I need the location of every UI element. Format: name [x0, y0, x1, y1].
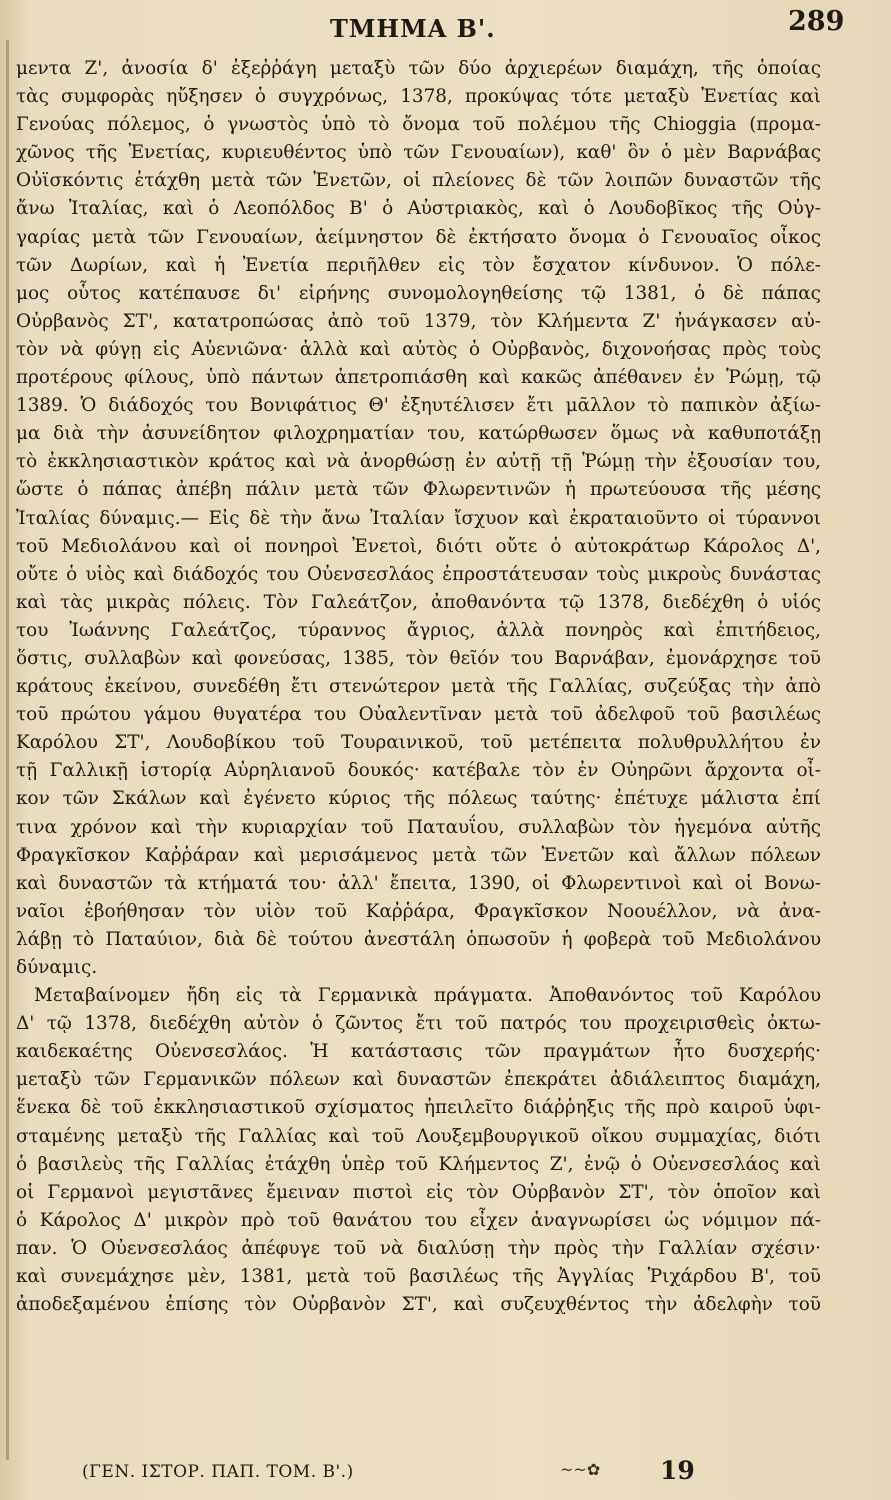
text-line: ἄνω Ἰταλίας, καὶ ὁ Λεοπόλδος Β' ὁ Αὐστριακὸς, καὶ ὁ Λουδοβῖκος τῆς Οὐγ-: [16, 198, 821, 220]
text-line: τὸν νὰ φύγῃ εἰς Αὐενιῶνα· ἀλλὰ καὶ αὐτὸς ὁ Οὐρβανὸς, διχονοήσας πρὸς τοὺς: [16, 338, 821, 360]
text-line-paragraph-start: Μεταβαίνομεν ἤδη εἰς τὰ Γερμανικὰ πράγματα. Ἀποθανόντος τοῦ Καρόλου: [34, 985, 821, 1007]
signature-mark: 19: [660, 1456, 695, 1485]
text-line: παν. Ὁ Οὐενσεσλάος ἀπέφυγε τοῦ νὰ διαλύσῃ τὴν πρὸς τὴν Γαλλίαν σχέσιν·: [16, 1237, 821, 1259]
text-line: καιδεκαέτης Οὐενσεσλάος. Ἡ κατάστασις τῶν πραγμάτων ἦτο δυσχερής·: [16, 1041, 821, 1063]
text-line: 1389. Ὁ διάδοχός του Βονιφάτιος Θ' ἐξηυτέλισεν ἔτι μᾶλλον τὸ παπικὸν ἀξίω-: [16, 395, 821, 417]
text-line: ὥστε ὁ πάπας ἀπέβη πάλιν μετὰ τῶν Φλωρεντινῶν ἡ πρωτεύουσα τῆς μέσης: [16, 479, 821, 501]
text-line: Φραγκῖσκον Καῤῥάραν καὶ μερισάμενος μετὰ τῶν Ἐνετῶν καὶ ἄλλων πόλεων: [16, 844, 821, 866]
page-footer: [0, 1452, 891, 1492]
text-line: τὸ ἐκκλησιαστικὸν κράτος καὶ νὰ ἀνορθώσῃ ἐν αὐτῇ τῇ Ῥώμῃ τὴν ἐξουσίαν του,: [16, 451, 821, 473]
page-number: 289: [788, 6, 845, 37]
text-line: καὶ δυναστῶν τὰ κτήματά του· ἀλλ' ἔπειτα, 1390, οἱ Φλωρεντινοὶ καὶ οἱ Βονω-: [16, 872, 821, 894]
running-header: [0, 0, 891, 50]
text-line: κον τῶν Σκάλων καὶ ἐγένετο κύριος τῆς πόλεως ταύτης· ἐπέτυχε μάλιστα ἐπί: [16, 788, 821, 810]
text-line: του Ἰωάννης Γαλεάτζος, τύραννος ἄγριος, ἀλλὰ πονηρὸς καὶ ἐπιτήδειος,: [16, 619, 821, 641]
footer-citation: (ΓΕΝ. ΙΣΤΟΡ. ΠΑΠ. ΤΟΜ. Β'.): [82, 1462, 354, 1482]
text-line: σταμένης μεταξὺ τῆς Γαλλίας καὶ τοῦ Λουξεμβουργικοῦ οἴκου συμμαχίας, διότι: [16, 1125, 821, 1147]
text-line: ὅστις, συλλαβὼν καὶ φονεύσας, 1385, τὸν θεῖόν του Βαρνάβαν, ἐμονάρχησε τοῦ: [16, 647, 821, 669]
text-line: ἕνεκα δὲ τοῦ ἐκκλησιαστικοῦ σχίσματος ἠπειλεῖτο διάῤῥηξις τῆς πρὸ καιροῦ ὑφι-: [16, 1097, 821, 1119]
text-line: οὔτε ὁ υἱὸς καὶ διάδοχός του Οὐενσεσλάος ἐπροστάτευσαν τοὺς μικροὺς δυνάστας: [16, 563, 821, 585]
text-line: λάβῃ τὸ Παταύιον, διὰ δὲ τούτου ἀνεστάλη ὁπωσοῦν ἡ φοβερὰ τοῦ Μεδιολάνου: [16, 928, 821, 950]
text-line: μος οὗτος κατέπαυσε δι' εἰρήνης συνομολογηθείσης τῷ 1381, ὁ δὲ πάπας: [16, 282, 821, 304]
text-line-paragraph-end: δύναμις.: [16, 957, 98, 978]
text-line: ἀποδεξαμένου ἐπίσης τὸν Οὐρβανὸν ΣΤ', καὶ συζευχθέντος τὴν ἀδελφὴν τοῦ: [16, 1294, 821, 1316]
text-line: μεντα Ζ', ἀνοσία δ' ἐξεῤῥάγη μεταξὺ τῶν δύο ἀρχιερέων διαμάχη, τῆς ὁποίας: [16, 58, 821, 79]
text-line: ὁ Κάρολος Δ' μικρὸν πρὸ τοῦ θανάτου του εἶχεν ἀναγνωρίσει ὡς νόμιμον πά-: [16, 1209, 821, 1231]
text-line: Δ' τῷ 1378, διεδέχθη αὐτὸν ὁ ζῶντος ἔτι τοῦ πατρός του προχειρισθεὶς ὀκτω-: [16, 1013, 821, 1035]
footer-ornament: ~~✿: [560, 1460, 601, 1479]
text-line: τινα χρόνον καὶ τὴν κυριαρχίαν τοῦ Παταυΐου, συλλαβὼν τὸν ἡγεμόνα αὐτῆς: [16, 816, 821, 838]
text-line: τοῦ πρώτου γάμου θυγατέρα του Οὐαλεντῖναν μετὰ τοῦ ἀδελφοῦ τοῦ βασιλέως: [16, 704, 821, 726]
text-line: γαρίας μετὰ τῶν Γενουαίων, ἀείμνηστον δὲ ἐκτήσατο ὄνομα ὁ Γενουαῖος οἶκος: [16, 226, 821, 248]
body-text: [16, 55, 821, 1319]
text-line: ὁ βασιλεὺς τῆς Γαλλίας ἐτάχθη ὑπὲρ τοῦ Κλήμεντος Ζ', ἐνῷ ὁ Οὐενσεσλάος καὶ: [16, 1153, 821, 1175]
text-line: ναῖοι ἐβοήθησαν τὸν υἱὸν τοῦ Καῤῥάρα, Φραγκῖσκον Νοουέλλον, νὰ ἀνα-: [16, 900, 821, 922]
text-line: μεταξὺ τῶν Γερμανικῶν πόλεων καὶ δυναστῶν ἐπεκράτει ἀδιάλειπτος διαμάχη,: [16, 1069, 821, 1091]
text-line: Γενούας πόλεμος, ὁ γνωστὸς ὑπὸ τὸ ὄνομα τοῦ πολέμου τῆς Chioggia (προμα-: [16, 114, 821, 136]
text-line: καὶ τὰς μικρὰς πόλεις. Τὸν Γαλεάτζον, ἀποθανόντα τῷ 1378, διεδέχθη ὁ υἱός: [16, 591, 821, 613]
text-line: μα διὰ τὴν ἀσυνείδητον φιλοχρηματίαν του, κατώρθωσεν ὅμως νὰ καθυποτάξῃ: [16, 423, 821, 445]
text-line: προτέρους φίλους, ὑπὸ πάντων ἀπετροπιάσθη καὶ κακῶς ἀπέθανεν ἐν Ῥώμῃ, τῷ: [16, 367, 821, 389]
text-line: χῶνος τῆς Ἐνετίας, κυριευθέντος ὑπὸ τῶν Γενουαίων), καθ' ὃν ὁ μὲν Βαρνάβας: [16, 142, 821, 164]
text-line: καὶ συνεμάχησε μὲν, 1381, μετὰ τοῦ βασιλέως τῆς Ἀγγλίας Ῥιχάρδου Β', τοῦ: [16, 1266, 821, 1288]
text-line: Οὐϊσκόντις ἐτάχθη μετὰ τῶν Ἐνετῶν, οἱ πλείονες δὲ τῶν λοιπῶν δυναστῶν τῆς: [16, 170, 821, 192]
section-title: ΤΜΗΜΑ Β'.: [330, 14, 496, 43]
text-line: κράτους ἐκείνου, συνεδέθη ἔτι στενώτερον μετὰ τῆς Γαλλίας, συζεύξας τὴν ἀπὸ: [16, 676, 821, 698]
text-line: τῶν Δωρίων, καὶ ἡ Ἐνετία περιῆλθεν εἰς τὸν ἔσχατον κίνδυνον. Ὁ πόλε-: [16, 254, 821, 276]
text-line: οἱ Γερμανοὶ μεγιστᾶνες ἔμειναν πιστοὶ εἰς τὸν Οὐρβανὸν ΣΤ', τὸν ὁποῖον καὶ: [16, 1181, 821, 1203]
page-binding-edge: [6, 40, 9, 1460]
text-line: Ἰταλίας δύναμις.— Εἰς δὲ τὴν ἄνω Ἰταλίαν ἴσχυον καὶ ἐκραταιοῦντο οἱ τύραννοι: [16, 507, 821, 529]
text-line: Οὐρβανὸς ΣΤ', κατατροπώσας ἀπὸ τοῦ 1379, τὸν Κλήμεντα Ζ' ἠνάγκασεν αὐ-: [16, 310, 821, 332]
text-line: Καρόλου ΣΤ', Λουδοβίκου τοῦ Τουραινικοῦ, τοῦ μετέπειτα πολυθρυλλήτου ἐν: [16, 732, 821, 754]
text-line: τῇ Γαλλικῇ ἱστορίᾳ Αὐρηλιανοῦ δουκός· κατέβαλε τὸν ἐν Οὐηρῶνι ἄρχοντα οἶ-: [16, 760, 821, 782]
text-line: τὰς συμφορὰς ηὔξησεν ὁ συγχρόνως, 1378, προκύψας τότε μεταξὺ Ἐνετίας καὶ: [16, 86, 821, 108]
text-line: τοῦ Μεδιολάνου καὶ οἱ πονηροὶ Ἐνετοὶ, διότι οὔτε ὁ αὐτοκράτωρ Κάρολος Δ',: [16, 535, 821, 557]
